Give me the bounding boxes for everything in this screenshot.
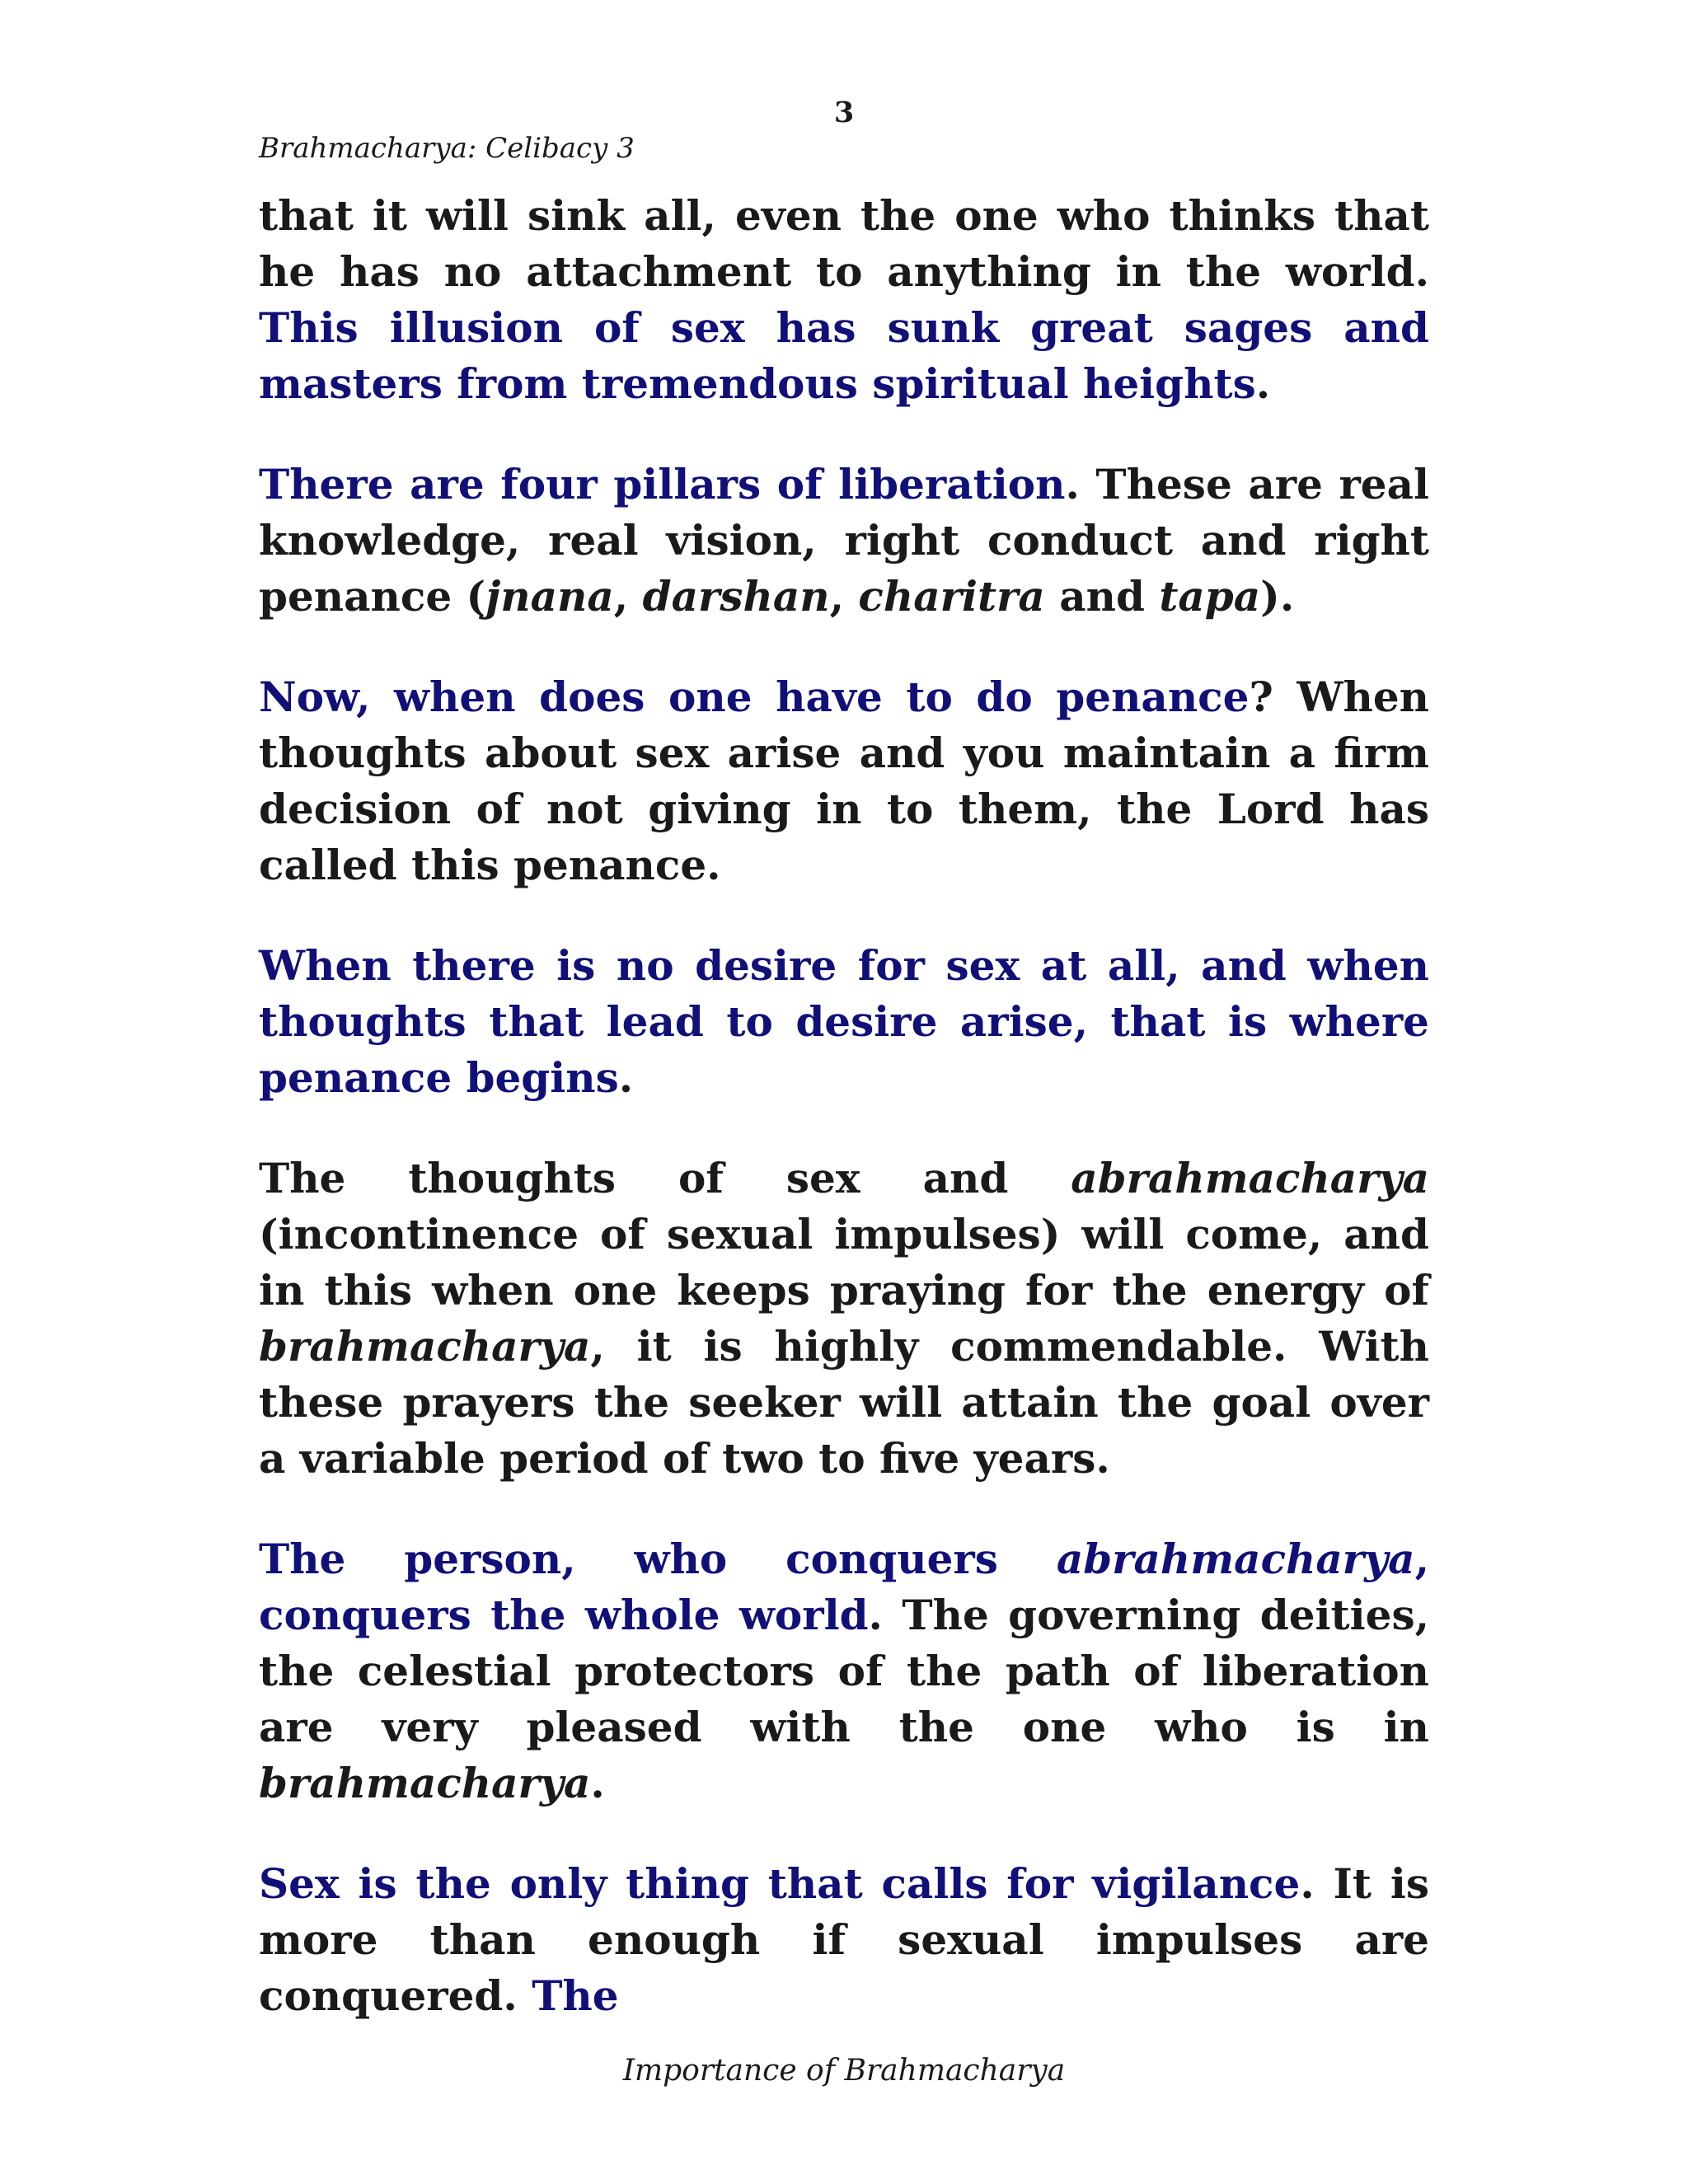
text-segment: , conquers the whole world <box>259 1535 1429 1639</box>
text-segment: The thoughts of sex and <box>259 1154 1071 1202</box>
text-segment: The person, who conquers <box>259 1535 1057 1583</box>
text-segment: ). <box>1260 572 1295 621</box>
text-segment: . It is more than enough if sexual impulses are conquered. <box>259 1859 1429 2020</box>
text-segment: . These are real knowledge, real vision, right conduct and right penance ( <box>259 460 1429 621</box>
text-segment: There are four pillars of liberation <box>259 460 1066 509</box>
text-segment: charitra <box>858 572 1045 621</box>
body-text <box>259 188 1429 2069</box>
text-segment: . <box>618 1053 634 1102</box>
text-segment: brahmacharya <box>259 1759 591 1807</box>
text-segment: This illusion of sex has sunk great sages and masters from tremendous spiritual heights <box>259 303 1429 408</box>
text-segment: darshan <box>642 572 830 621</box>
text-segment: The <box>532 1971 619 2020</box>
text-segment: brahmacharya <box>259 1322 591 1371</box>
text-segment: and <box>1044 572 1160 621</box>
text-segment: . The governing deities, the celestial protectors of the path of liberation are very pleased with the one who is in <box>259 1591 1430 1751</box>
text-segment: , <box>829 572 859 621</box>
paragraph <box>259 1856 1429 2024</box>
text-segment: abrahmacharya <box>1056 1535 1415 1583</box>
paragraph <box>259 1531 1429 1811</box>
text-segment: , it is highly commendable. With these prayers the seeker will attain the goal over a variable period of two to five years. <box>259 1322 1429 1483</box>
text-segment: ? When thoughts about sex arise and you maintain a firm decision of not giving in to them, the Lord has called this penance. <box>259 673 1429 889</box>
page-number: 3 <box>833 96 855 129</box>
text-segment: jnana <box>485 572 614 621</box>
text-segment: . <box>1255 359 1271 408</box>
page-footer: Importance of Brahmacharya <box>622 2054 1066 2088</box>
paragraph <box>259 457 1429 625</box>
text-segment: tapa <box>1159 572 1261 621</box>
text-segment: Sex is the only thing that calls for vigilance <box>259 1859 1301 1908</box>
text-segment: that it will sink all, even the one who thinks that he has no attachment to anything in the world. <box>259 191 1429 296</box>
text-segment: , <box>613 572 643 621</box>
text-segment: Now, when does one have to do penance <box>259 673 1250 721</box>
text-segment: When there is no desire for sex at all, and when thoughts that lead to desire arise, that is where penance begins <box>259 941 1429 1102</box>
paragraph <box>259 188 1429 412</box>
text-segment: (incontinence of sexual impulses) will come, and in this when one keeps praying for the energy of <box>259 1210 1429 1315</box>
text-segment: abrahmacharya <box>1071 1154 1429 1202</box>
paragraph <box>259 1151 1429 1487</box>
running-header: Brahmacharya: Celibacy 3 <box>259 132 635 165</box>
text-segment: . <box>590 1759 605 1807</box>
paragraph <box>259 938 1429 1106</box>
paragraph <box>259 669 1429 893</box>
